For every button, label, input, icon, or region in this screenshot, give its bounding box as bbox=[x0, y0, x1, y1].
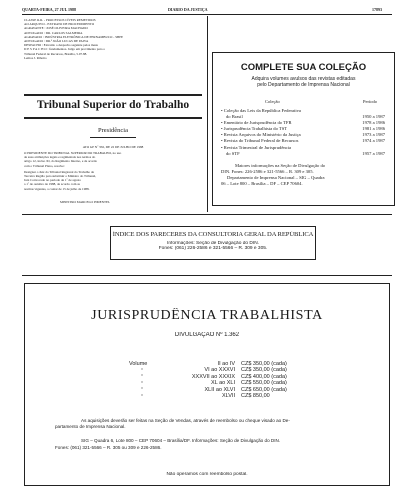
header-journal: DIÁRIO DA JUSTIÇA bbox=[168, 8, 208, 12]
text-line: O PRESIDENTE DO TRIBUNAL SUPERIOR DO TRABALHO, no uso bbox=[24, 151, 122, 155]
price-item: CZ$ 850,00 bbox=[241, 393, 270, 400]
volume-item: XL ao XLI bbox=[211, 380, 235, 387]
text-line: Designar o Juiz do Tribunal Regional do Trabalho da bbox=[24, 169, 94, 174]
text-line: AO ARQUIVO - EXTRATO DE PROCEDIMENTO bbox=[24, 22, 95, 27]
colecao-subtitle-1: Adquira volumes avulsos das revistas editadas bbox=[251, 76, 356, 82]
header-rule bbox=[22, 14, 392, 15]
pareceres-title: ÍNDICE DOS PARECERES DA CONSULTORIA GERAL DA REPÚBLICA bbox=[112, 231, 314, 238]
tst-rule-top bbox=[24, 94, 202, 96]
price-list bbox=[241, 361, 331, 399]
note-line: As aquisições deverão ser feitas na Seção de Vendas, através de reembolso ou cheque visado ao De- bbox=[81, 418, 290, 423]
list-item: • Coleção das Leis da República Federativa bbox=[221, 108, 301, 113]
text-line: AGRAVADO : INDÚSTRIA ELETRÔNICA DE PERNAMBUCO - SBPE bbox=[24, 34, 124, 39]
address-line: Fones: (061) 321-5566 – R. 305 ou 309 e 226-2586. bbox=[55, 444, 162, 450]
section-rule-1 bbox=[22, 214, 392, 215]
pareceres-line-1: Informações: Seção de Divulgação do DIN. bbox=[167, 241, 259, 246]
list-item: • Jurisprudência Trabalhista do TST 1981 a 1986 bbox=[221, 126, 385, 132]
colecao-footer bbox=[221, 163, 387, 187]
presidencia-rule bbox=[90, 137, 136, 138]
volume-item: XXXVII ao XXXIX bbox=[191, 373, 235, 380]
list-item: do STF 1957 a 1987 bbox=[226, 150, 385, 156]
text-line: normas vigentes, a contar de 15 de julho de 1988. bbox=[24, 186, 90, 191]
volume-label: Volume bbox=[129, 361, 148, 367]
column-separator bbox=[207, 16, 208, 212]
price-item: CZ$ 400,00 (cada) bbox=[241, 373, 287, 380]
address-line: SIG – Quadra 6, Lote 800 – CEP 70604 – Brasília/DF. Informações: Seção de Divulgação do DIN. bbox=[81, 438, 281, 444]
text-line: DESPACHO : Extraído o despacho seguinte pelos meus bbox=[24, 43, 98, 48]
signature: MINISTRO MARCELO PIMENTEL bbox=[60, 200, 111, 204]
volume-item: VI ao XXXVI bbox=[204, 367, 235, 374]
footer-line: DIN. Fones: 226-2586 e 321-5566 – R. 309 e 305. bbox=[221, 169, 314, 174]
list-item: do Brasil 1950 a 1987 bbox=[226, 114, 385, 120]
list-item: • Revista Arquivos do Ministério da Justiça 1973 a 1987 bbox=[221, 132, 385, 138]
price-item: CZ$ 350,00 (cada) bbox=[241, 367, 287, 374]
ato-line: ATO GP Nº 356, DE 22 DE JULHO DE 1988 bbox=[82, 145, 144, 149]
volume-list bbox=[175, 361, 235, 399]
colecao-col-right: Período bbox=[363, 99, 377, 104]
ditto-mark: " bbox=[141, 393, 144, 400]
volume-item: XLVII bbox=[221, 393, 235, 400]
colecao-col-left: Coleção bbox=[265, 99, 280, 104]
price-item: CZ$ 550,00 (cada) bbox=[241, 380, 287, 387]
text-line: Terceira Região para substituir o Ministro do Tribunal, bbox=[24, 174, 97, 179]
list-item: • Revista Trimestral de Jurisprudência bbox=[221, 144, 292, 150]
colecao-list bbox=[221, 108, 387, 157]
header-page-number: 17893 bbox=[372, 8, 382, 12]
text-line: com o Tribunal Pleno, resolve: bbox=[24, 163, 65, 168]
list-item: • Revista do Tribunal Federal de Recursos 1974 a 1987 bbox=[221, 138, 385, 144]
text-line: ADVOGADO : DR. CARLOS SALMEIRA bbox=[24, 30, 83, 35]
colecao-box bbox=[212, 52, 395, 206]
ditto-mark: " bbox=[141, 374, 144, 381]
header-date: QUARTA-FEIRA, 27 JUL 1988 bbox=[22, 8, 77, 12]
footer-line: Departamento de Imprensa Nacional – SIG – Quadra bbox=[227, 175, 325, 180]
presidencia-heading: Presidência bbox=[98, 127, 128, 134]
text-line: Juiz Convocado no período de 1º de agosto bbox=[24, 178, 81, 183]
price-item: CZ$ 650,00 (cada) bbox=[241, 386, 287, 393]
text-line: CLASSE R.R. - PROCESSOS CÍVEIS REMETIDOS bbox=[24, 18, 96, 22]
note-line: partamento de Imprensa Nacional. bbox=[55, 424, 126, 430]
closing-note: Não operamos com reembolso postal. bbox=[166, 472, 248, 477]
ato-body bbox=[24, 151, 202, 191]
ditto-mark: " bbox=[141, 387, 144, 394]
ditto-marks bbox=[141, 368, 143, 400]
text-line: artigo 12, inciso XI, do Regimento Interno, e de acordo bbox=[24, 159, 98, 164]
volume-item: II ao IV bbox=[217, 361, 235, 367]
section-rule-2 bbox=[22, 275, 392, 276]
text-line: AGRAVANTE : JOSÉ OLIVEIRA MACHADO bbox=[24, 26, 88, 31]
left-column-top-text bbox=[24, 18, 202, 60]
text-line: ADVOGADO : DR.ª JOÃO LUCAS DE PAIVA bbox=[24, 39, 89, 44]
footer-line: 06 – Lote 800 – Brasília – DF – CEP 70604. bbox=[221, 181, 303, 186]
ditto-mark: " bbox=[141, 380, 144, 387]
tst-title: Tribunal Superior do Trabalho bbox=[36, 99, 190, 111]
colecao-title: COMPLETE SUA COLEÇÃO bbox=[240, 62, 367, 73]
pareceres-line-2: Fones: (061) 226-2586 e 321-5566 – R. 309 e 305. bbox=[158, 246, 268, 251]
jurisprudencia-notes bbox=[55, 418, 361, 451]
text-line: D E S P A C H O : fundamentos. Julgo em provimento para o bbox=[24, 47, 105, 52]
text-line: Tribunal Federal de Recursos, Brasília, 5.07.88. bbox=[24, 51, 88, 56]
footer-line: Maiores informações na Seção de Divulgação do bbox=[235, 163, 326, 168]
jurisprudencia-box bbox=[24, 283, 390, 486]
jurisprudencia-title: JURISPRUDÊNCIA TRABALHISTA bbox=[91, 308, 323, 323]
colecao-subtitle-2: pelo Departamento de Imprensa Nacional bbox=[257, 82, 350, 88]
divulgacao-number: DIVULGAÇÃO Nº 1.362 bbox=[174, 332, 240, 338]
tst-rule-bottom bbox=[24, 117, 202, 119]
price-item: CZ$ 350,00 (cada) bbox=[241, 361, 287, 367]
ditto-mark: " bbox=[141, 368, 144, 374]
text-line: Lemos J. Ribeiro bbox=[24, 55, 47, 60]
text-line: a 1º de outubro de 1988, de acordo com as bbox=[24, 182, 80, 187]
volume-item: XLII ao XLVI bbox=[204, 386, 235, 393]
list-item: • Ementário de Jurisprudência do TFR 1978 a 1986 bbox=[221, 120, 385, 126]
pareceres-box bbox=[110, 226, 316, 260]
text-line: de suas atribuições legais e regimentais nos termos do bbox=[24, 155, 96, 160]
